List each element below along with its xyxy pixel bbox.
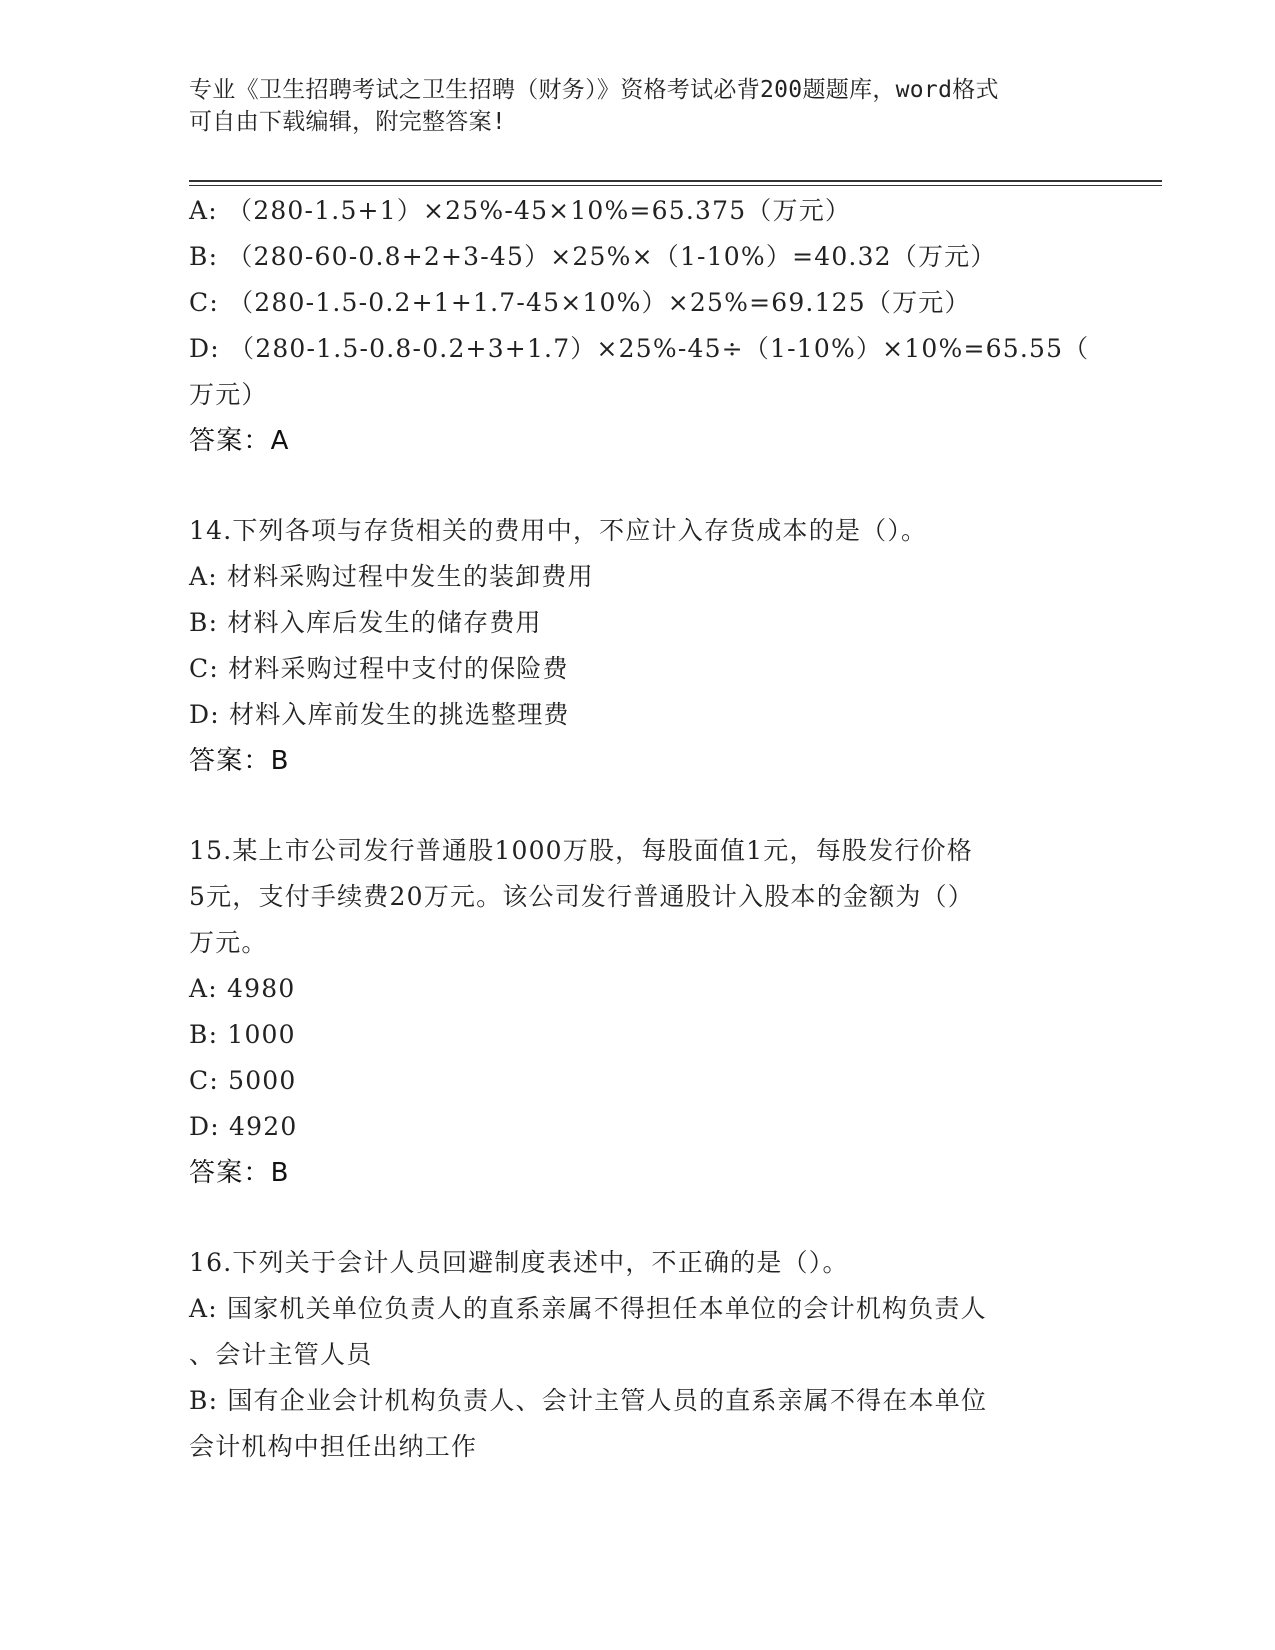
question-13 (189, 188, 1089, 464)
q14-option-c: C: 材料采购过程中支付的保险费 (189, 654, 569, 683)
q16-option-a-continued: 、会计主管人员 (189, 1340, 373, 1369)
q13-option-b: B: （280-60-0.8+2+3-45）×25%×（1-10%）=40.32（万元） (189, 242, 997, 271)
q13-answer: 答案：A (189, 426, 290, 456)
question-15 (189, 828, 1089, 1196)
q15-option-b: B: 1000 (189, 1020, 296, 1049)
q15-option-c: C: 5000 (189, 1066, 297, 1095)
q14-answer: 答案：B (189, 746, 290, 776)
header-divider-thin (189, 185, 1162, 186)
question-16 (189, 1240, 1089, 1470)
q14-stem: 14.下列各项与存货相关的费用中，不应计入存货成本的是（）。 (189, 516, 928, 545)
q16-option-b-continued: 会计机构中担任出纳工作 (189, 1432, 478, 1461)
q15-option-d: D: 4920 (189, 1112, 298, 1141)
q15-stem-line-3: 万元。 (189, 928, 268, 957)
q15-stem-line-1: 15.某上市公司发行普通股1000万股，每股面值1元，每股发行价格 (189, 836, 973, 865)
q15-option-a: A: 4980 (189, 974, 296, 1003)
header-title-line-1: 专业《卫生招聘考试之卫生招聘（财务）》资格考试必背200题题库，word格式 (189, 77, 999, 103)
q16-option-a: A: 国家机关单位负责人的直系亲属不得担任本单位的会计机构负责人 (189, 1294, 987, 1323)
q14-option-a: A: 材料采购过程中发生的装卸费用 (189, 562, 594, 591)
question-list (189, 188, 1089, 1470)
spacer (189, 464, 1089, 508)
q13-option-d-continued: 万元） (189, 380, 268, 409)
header-title-line-2: 可自由下载编辑，附完整答案! (189, 109, 507, 135)
q13-option-c: C: （280-1.5-0.2+1+1.7-45×10%）×25%=69.125（万元） (189, 288, 971, 317)
document-header (189, 74, 1089, 138)
q15-stem-line-2: 5元，支付手续费20万元。该公司发行普通股计入股本的金额为（） (189, 882, 974, 911)
q13-option-a: A: （280-1.5+1）×25%-45×10%=65.375（万元） (189, 196, 852, 225)
q14-option-d: D: 材料入库前发生的挑选整理费 (189, 700, 570, 729)
question-14 (189, 508, 1089, 784)
q16-option-b: B: 国有企业会计机构负责人、会计主管人员的直系亲属不得在本单位 (189, 1386, 988, 1415)
spacer (189, 784, 1089, 828)
q14-option-b: B: 材料入库后发生的储存费用 (189, 608, 542, 637)
q15-answer: 答案：B (189, 1158, 290, 1188)
q16-stem: 16.下列关于会计人员回避制度表述中，不正确的是（）。 (189, 1248, 849, 1277)
spacer (189, 1196, 1089, 1240)
header-divider-thick (189, 180, 1162, 182)
q13-option-d: D: （280-1.5-0.8-0.2+3+1.7）×25%-45÷（1-10%）×10%=65.55（ (189, 334, 1090, 363)
